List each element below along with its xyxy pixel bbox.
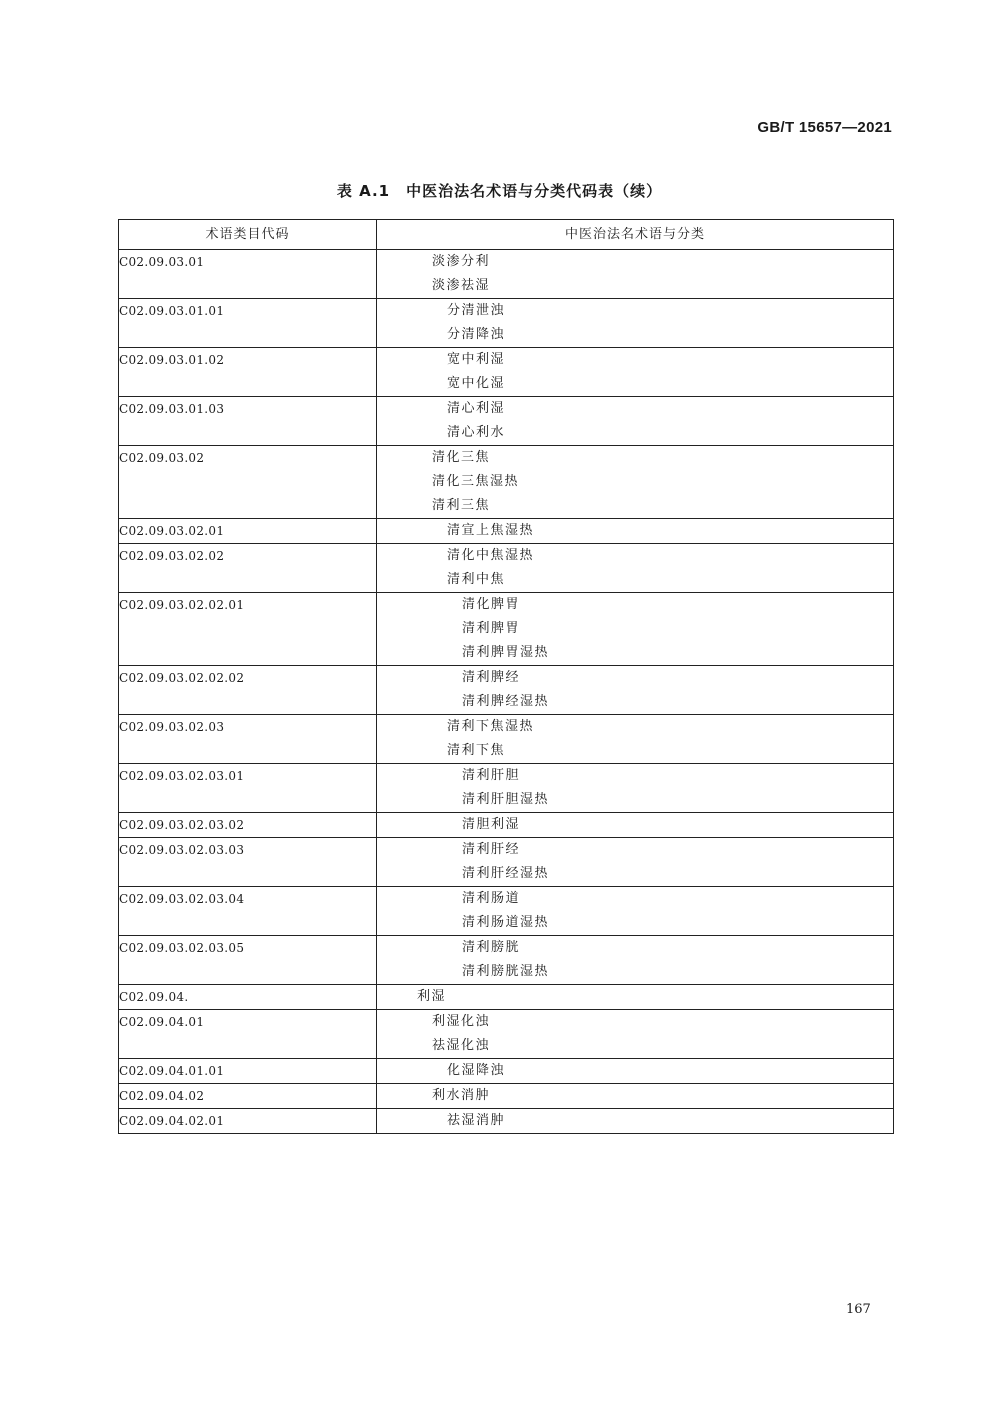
term-name: 祛湿化浊: [432, 1038, 491, 1053]
term-cell: [377, 813, 894, 838]
term-name: 清利膀胱湿热: [462, 964, 550, 979]
term-name: 分清泄浊: [447, 303, 506, 318]
term-name: 清胆利湿: [462, 817, 521, 832]
table-row: [119, 887, 894, 936]
term-code: C02.09.04.01.01: [119, 1059, 377, 1084]
table-row: [119, 446, 894, 519]
term-cell: [377, 250, 894, 299]
term-name: 清利中焦: [447, 572, 506, 587]
term-name: 清化三焦: [432, 450, 491, 465]
term-name: 清心利湿: [447, 401, 506, 416]
table-row: [119, 1084, 894, 1109]
term-name: 宽中利湿: [447, 352, 506, 367]
term-name: 清利肝胆: [462, 768, 521, 783]
term-name: 宽中化湿: [447, 376, 506, 391]
term-name: 清利脾经湿热: [462, 694, 550, 709]
term-code: C02.09.03.02.01: [119, 519, 377, 544]
term-name: 清化脾胃: [462, 597, 521, 612]
term-name: 清利脾胃湿热: [462, 645, 550, 660]
term-name: 化湿降浊: [447, 1063, 506, 1078]
term-name: 清利膀胱: [462, 940, 521, 955]
table-row: [119, 250, 894, 299]
term-cell: [377, 764, 894, 813]
term-name: 清利下焦湿热: [447, 719, 535, 734]
term-code: C02.09.03.01: [119, 250, 377, 299]
page-number: 167: [846, 1302, 871, 1317]
term-name: 清利三焦: [432, 498, 491, 513]
term-cell: [377, 1010, 894, 1059]
term-cell: [377, 715, 894, 764]
term-code: C02.09.03.02.03.01: [119, 764, 377, 813]
table-row: [119, 519, 894, 544]
term-code: C02.09.03.01.03: [119, 397, 377, 446]
term-cell: [377, 838, 894, 887]
term-code: C02.09.03.02: [119, 446, 377, 519]
table-row: [119, 985, 894, 1010]
term-cell: [377, 446, 894, 519]
term-cell: [377, 519, 894, 544]
term-cell: [377, 397, 894, 446]
term-cell: [377, 666, 894, 715]
term-code: C02.09.04.: [119, 985, 377, 1010]
term-name: 利水消肿: [432, 1088, 491, 1103]
term-name: 清利肝经湿热: [462, 866, 550, 881]
table-body: [119, 250, 894, 1134]
column-header-code: 术语类目代码: [119, 220, 377, 250]
table-row: [119, 764, 894, 813]
term-code: C02.09.03.02.02.02: [119, 666, 377, 715]
term-name: 淡渗祛湿: [432, 278, 491, 293]
table-row: [119, 715, 894, 764]
term-name: 分清降浊: [447, 327, 506, 342]
table-row: [119, 593, 894, 666]
term-name: 利湿: [417, 989, 447, 1004]
term-cell: [377, 1059, 894, 1084]
table-header-row: [119, 220, 894, 250]
term-code: C02.09.04.02: [119, 1084, 377, 1109]
term-code: C02.09.04.02.01: [119, 1109, 377, 1134]
term-code: C02.09.03.01.01: [119, 299, 377, 348]
term-code: C02.09.04.01: [119, 1010, 377, 1059]
table-row: [119, 813, 894, 838]
term-name: 淡渗分利: [432, 254, 491, 269]
term-cell: [377, 1109, 894, 1134]
term-cell: [377, 544, 894, 593]
term-name: 清宣上焦湿热: [447, 523, 535, 538]
term-cell: [377, 985, 894, 1010]
term-code: C02.09.03.02.03.02: [119, 813, 377, 838]
term-name: 清利肠道: [462, 891, 521, 906]
column-header-terms: 中医治法名术语与分类: [377, 220, 894, 250]
term-name: 祛湿消肿: [447, 1113, 506, 1128]
term-name: 清心利水: [447, 425, 506, 440]
table-row: [119, 397, 894, 446]
term-name: 清利下焦: [447, 743, 506, 758]
table-row: [119, 1059, 894, 1084]
term-name: 清利肠道湿热: [462, 915, 550, 930]
term-name: 清利脾胃: [462, 621, 521, 636]
table-row: [119, 666, 894, 715]
term-name: 利湿化浊: [432, 1014, 491, 1029]
term-cell: [377, 887, 894, 936]
table-row: [119, 544, 894, 593]
term-cell: [377, 299, 894, 348]
table-row: [119, 1109, 894, 1134]
term-name: 清利肝经: [462, 842, 521, 857]
code-table: [118, 219, 894, 1134]
term-name: 清化三焦湿热: [432, 474, 520, 489]
term-code: C02.09.03.02.03.03: [119, 838, 377, 887]
term-code: C02.09.03.02.03.04: [119, 887, 377, 936]
term-code: C02.09.03.02.03.05: [119, 936, 377, 985]
term-cell: [377, 348, 894, 397]
term-code: C02.09.03.01.02: [119, 348, 377, 397]
table-row: [119, 838, 894, 887]
term-cell: [377, 1084, 894, 1109]
term-name: 清利脾经: [462, 670, 521, 685]
term-code: C02.09.03.02.03: [119, 715, 377, 764]
table-row: [119, 348, 894, 397]
table-row: [119, 299, 894, 348]
term-cell: [377, 936, 894, 985]
standard-number: GB/T 15657—2021: [757, 119, 892, 136]
term-code: C02.09.03.02.02: [119, 544, 377, 593]
table-row: [119, 1010, 894, 1059]
term-name: 清化中焦湿热: [447, 548, 535, 563]
table-title: 表 A.1 中医治法名术语与分类代码表（续）: [336, 182, 663, 200]
term-code: C02.09.03.02.02.01: [119, 593, 377, 666]
term-name: 清利肝胆湿热: [462, 792, 550, 807]
table-row: [119, 936, 894, 985]
term-cell: [377, 593, 894, 666]
